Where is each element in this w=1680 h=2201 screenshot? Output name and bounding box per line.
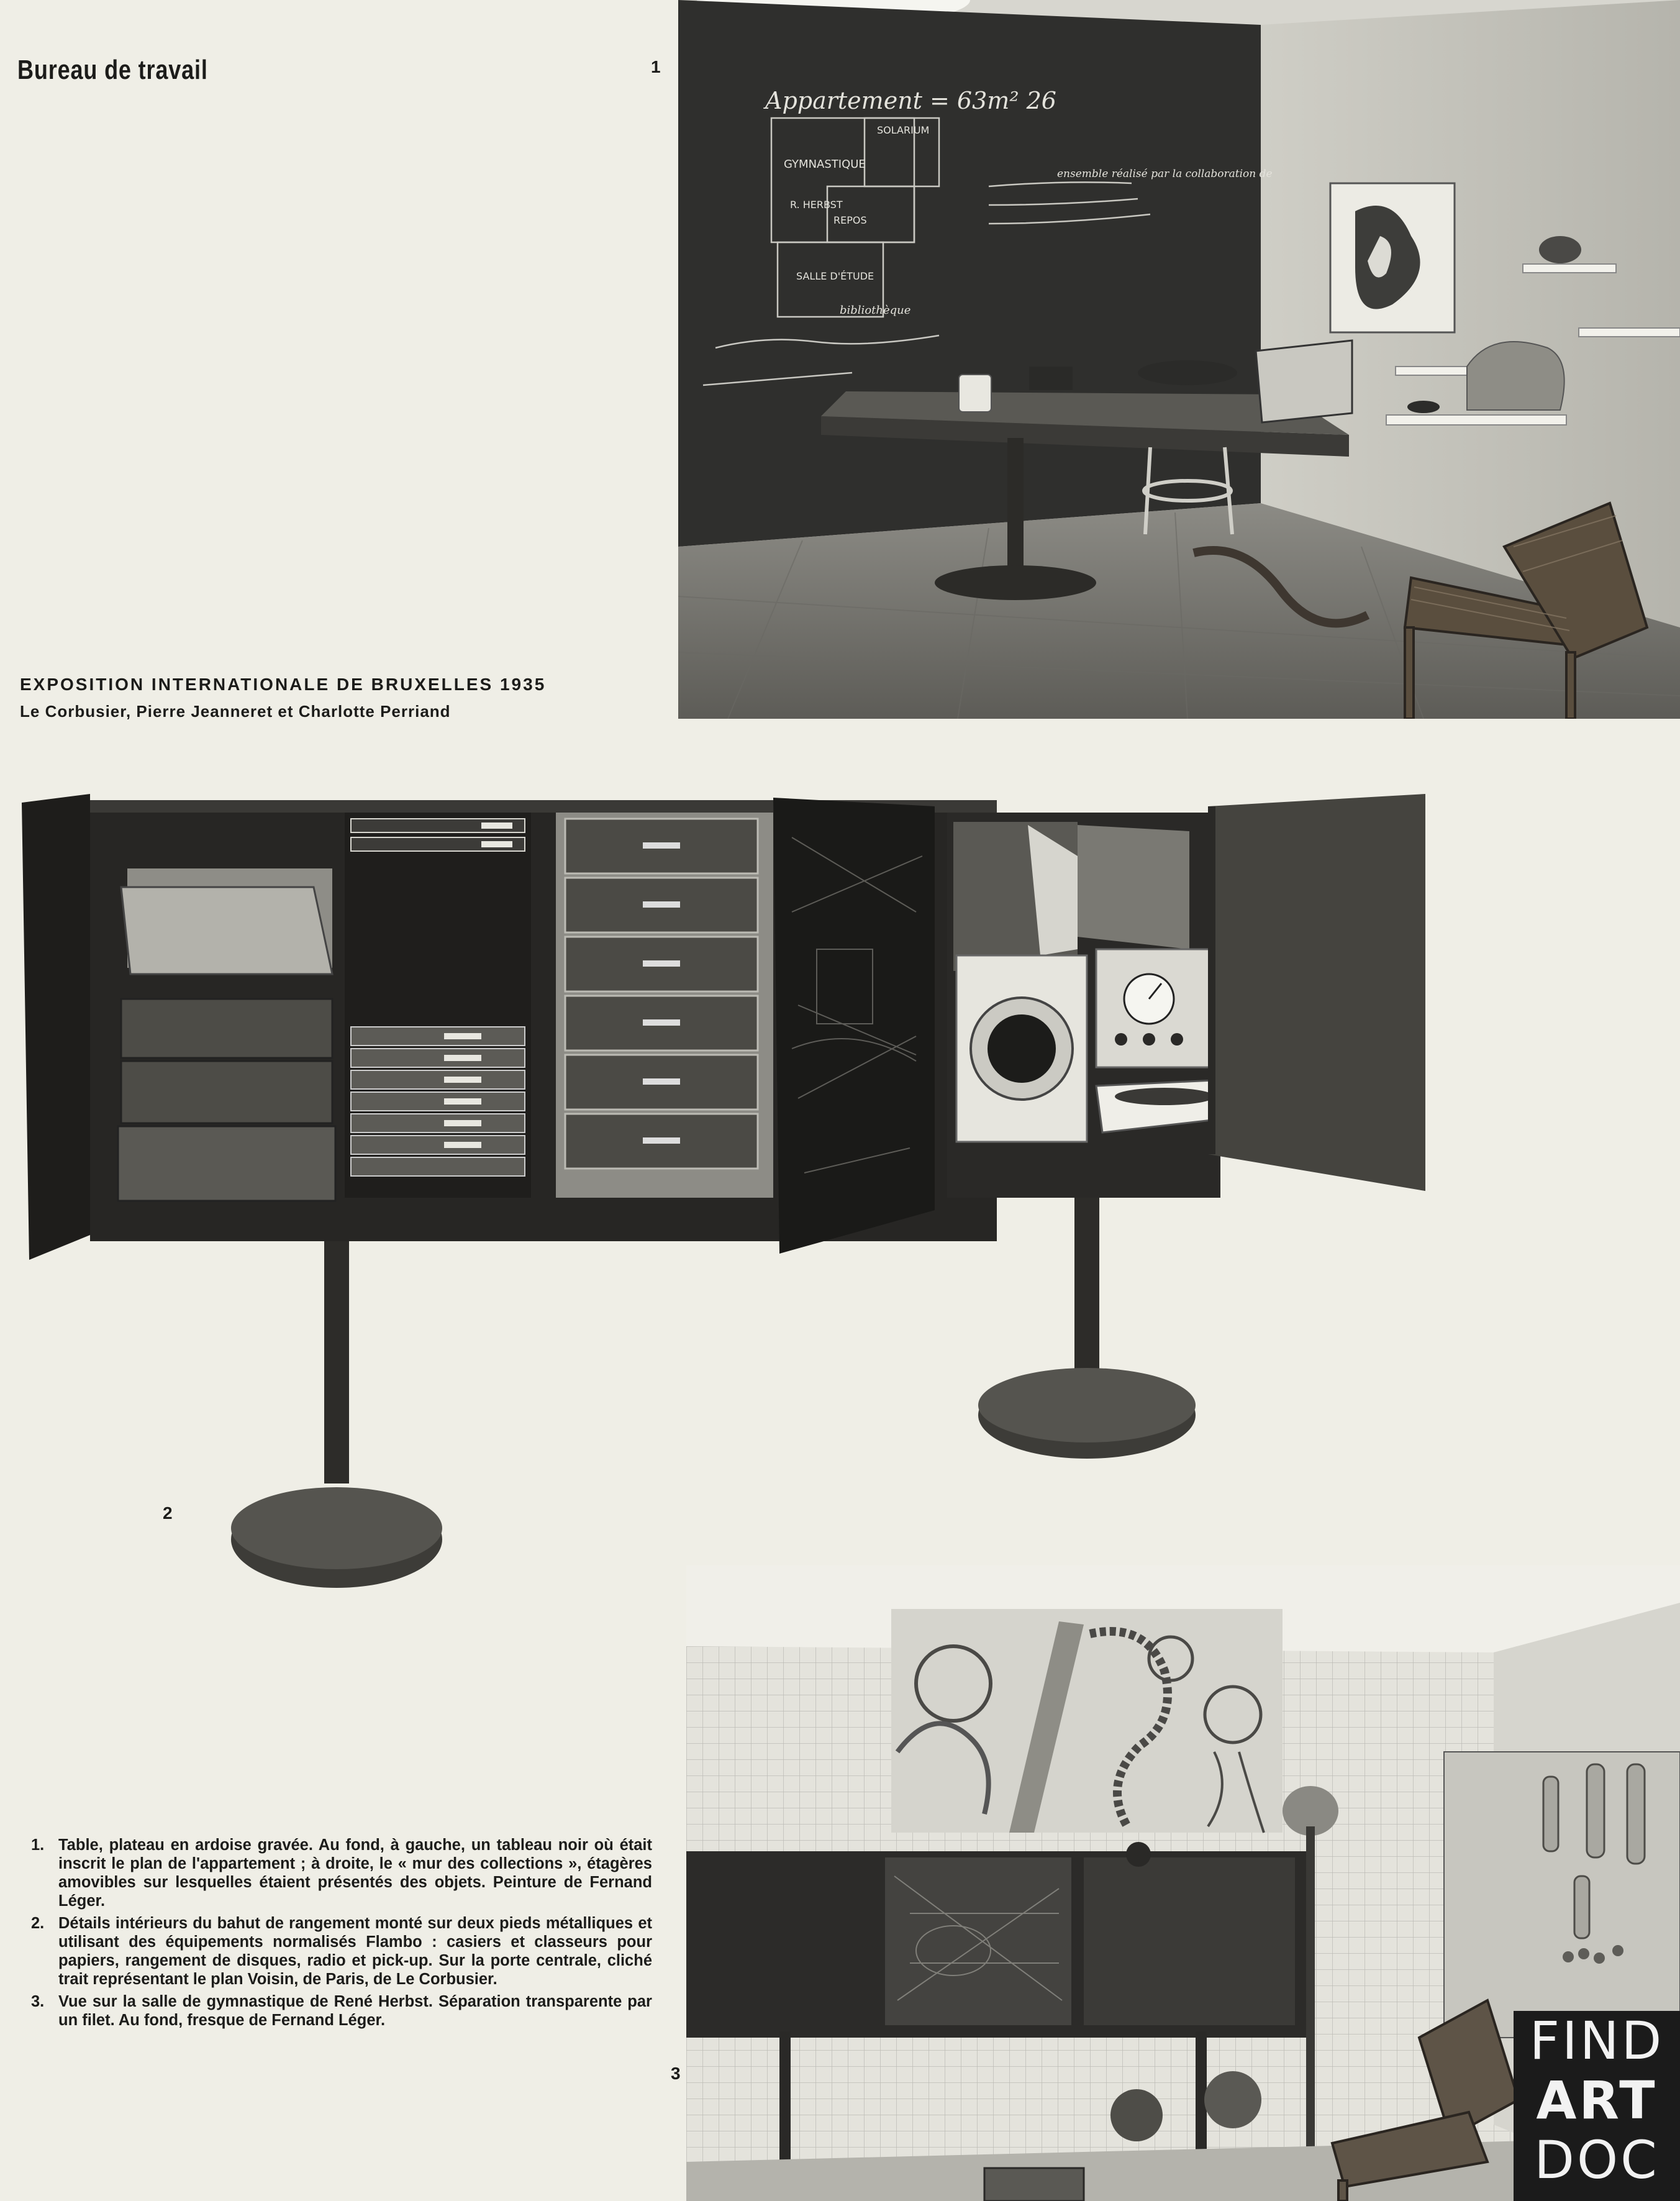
plate-number-2: 2	[163, 1503, 173, 1523]
plate-number-3: 3	[671, 2064, 681, 2083]
cabinet-illustration	[22, 788, 1425, 1590]
binder-stack	[351, 1027, 525, 1176]
office-illustration	[678, 0, 1680, 719]
caption-number: 1.	[31, 1836, 45, 1854]
caption-number: 3.	[31, 1993, 45, 2010]
page-title: Bureau de travail	[17, 55, 208, 85]
exhibition-title: EXPOSITION INTERNATIONALE DE BRUXELLES 1935	[20, 675, 547, 694]
caption-text: Vue sur la salle de gymnastique de René Herbst. Séparation transparente par un filet. Au fond, fresque de Fernand Léger.	[58, 1993, 652, 2029]
blackboard-room-5: SALLE D'ÉTUDE	[796, 270, 874, 282]
photo-storage-cabinet	[22, 788, 1425, 1590]
blackboard-credits: ensemble réalisé par la collaboration de	[1057, 168, 1273, 180]
photo-office-blackboard	[678, 0, 1680, 719]
caption-item	[31, 1914, 652, 1989]
captions-block	[31, 1836, 652, 2033]
blackboard-room-1: GYMNASTIQUE	[784, 158, 866, 171]
caption-item	[31, 1992, 652, 2030]
logo-line-find: FIND	[1529, 2010, 1664, 2071]
blackboard-room-2: SOLARIUM	[877, 124, 930, 136]
caption-text: Table, plateau en ardoise gravée. Au fond, à gauche, un tableau noir où était inscrit le plan de l'appartement ; à droite, le « mur des collections », étagères amovibles sur lesquelles étaient présentés des objets. Peinture de Fernand Léger.	[58, 1836, 652, 1910]
caption-text: Détails intérieurs du bahut de rangement monté sur deux pieds métalliques et utilisant des équipements normalisés Flambo : casiers et classeurs pour papiers, rangement de disques, radio et pick-up. Sur la porte centrale, cliché trait représentant le plan Voisin, de Paris, de Le Corbusier.	[58, 1915, 652, 1988]
leger-fresco	[891, 1609, 1283, 1833]
logo-line-art: ART	[1536, 2070, 1658, 2131]
plate-number-1: 1	[651, 57, 661, 76]
logo-line-doc: DOC	[1534, 2130, 1660, 2190]
blackboard-room-3: R. HERBST	[790, 199, 843, 211]
findartdoc-watermark-logo	[1514, 2011, 1680, 2201]
blackboard-room-4: REPOS	[833, 214, 867, 226]
authors-line: Le Corbusier, Pierre Jeanneret et Charlotte Perriand	[20, 702, 451, 721]
blackboard-room-6: bibliothèque	[840, 304, 911, 317]
blackboard-heading: Appartement = 63m² 26	[765, 87, 1056, 114]
caption-item	[31, 1836, 652, 1910]
caption-number: 2.	[31, 1915, 45, 1932]
